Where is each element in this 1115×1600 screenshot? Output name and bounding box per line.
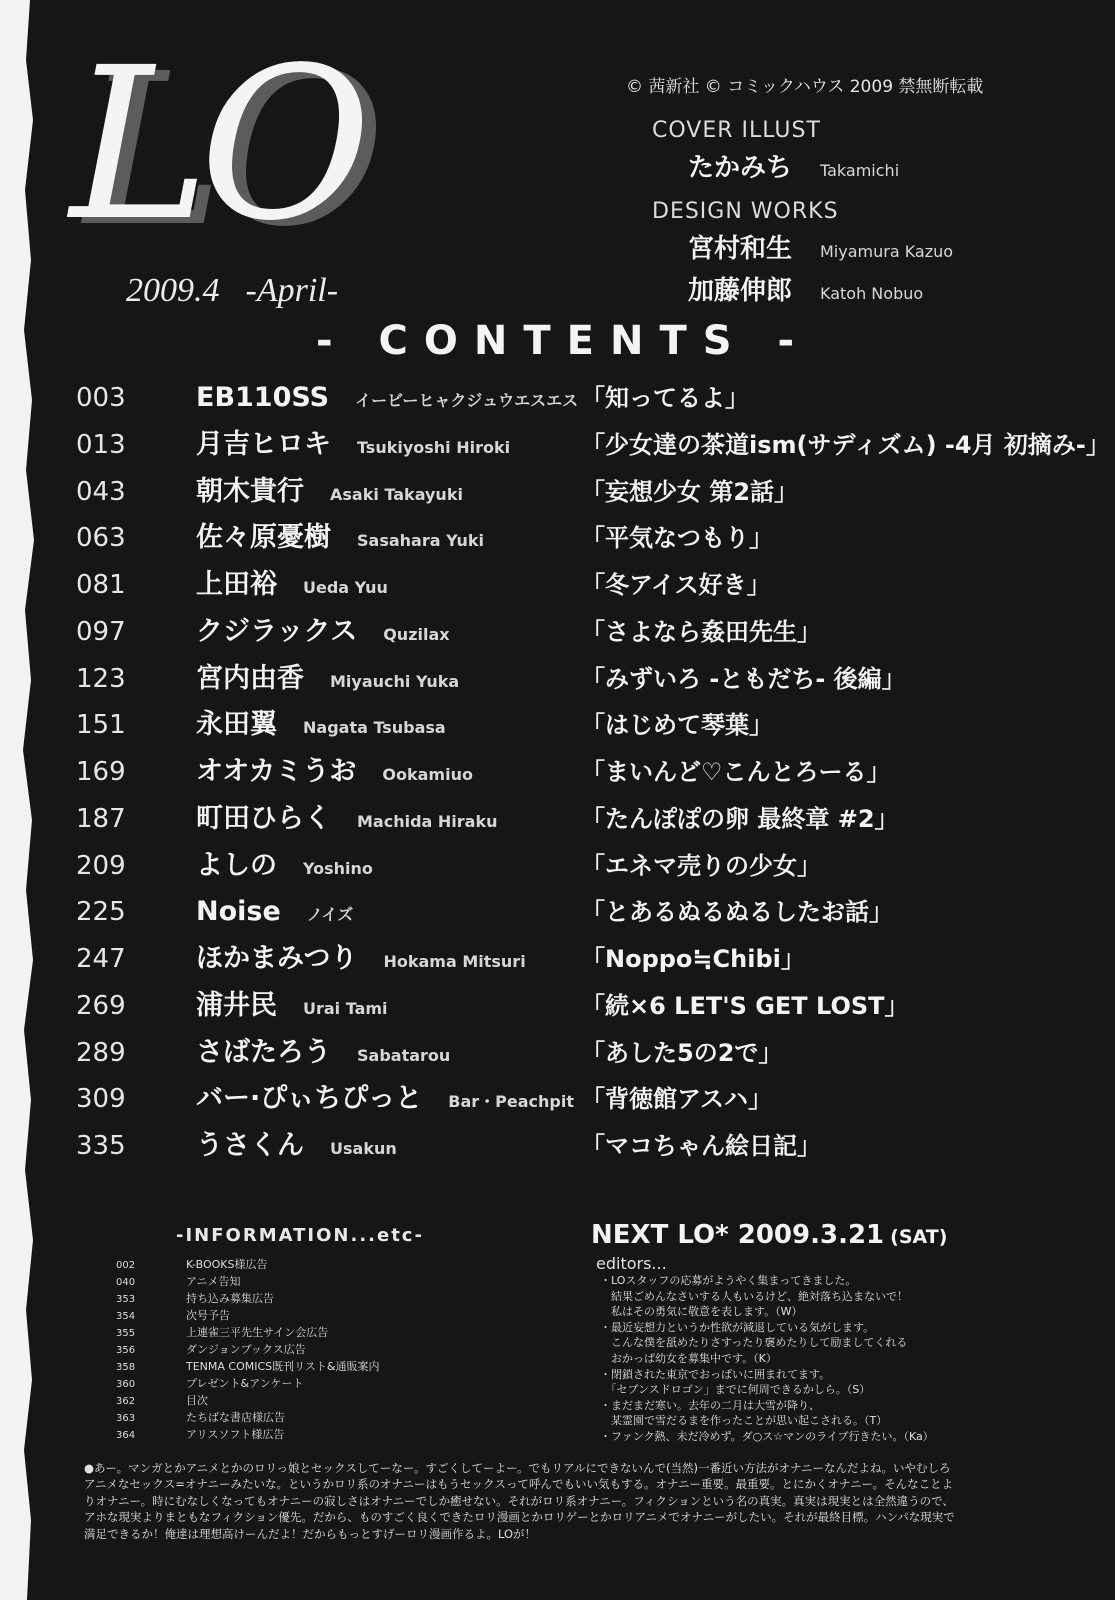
editor-comment-line: おかっぱ幼女を募集中です。（K） <box>600 1351 777 1365</box>
information-heading: -INFORMATION...etc- <box>176 1225 424 1246</box>
toc-artist-name: EB110SS <box>196 382 330 413</box>
toc-artist-name: 月吉ヒロキ <box>196 428 331 460</box>
toc-row <box>76 1130 1096 1177</box>
information-label: 上連雀三平先生サイン会広告 <box>186 1326 329 1339</box>
toc-page-number: 151 <box>76 710 126 741</box>
toc-artist-name: クジラックス <box>196 615 358 647</box>
credits <box>652 118 1092 312</box>
footer-line: アニメなセックス=オナニーみたいな。というかロリ系のオナニーはもうセックスって呼んでもいい気もする。オナニー重要。最重要。とにかくオナニー。そんなことよ <box>84 1477 954 1492</box>
toc-row <box>76 569 1096 616</box>
toc-page-number: 309 <box>76 1084 126 1115</box>
information-label: 持ち込み募集広告 <box>186 1292 274 1305</box>
information-label: TENMA COMICS既刊リスト&通販案内 <box>186 1360 380 1373</box>
toc-artist-name: 宮内由香 <box>196 662 304 694</box>
credit-name-jp: たかみち <box>687 153 792 183</box>
toc-page-number: 187 <box>76 803 126 834</box>
toc-artist <box>196 382 578 417</box>
toc-story-title: 「Noppo≒Chibi」 <box>581 945 805 973</box>
toc-artist <box>196 476 463 511</box>
toc-row <box>76 896 1096 943</box>
toc-page-number: 097 <box>76 616 126 647</box>
toc-artist-name: 上田裕 <box>196 569 277 600</box>
information-page: 002 <box>116 1260 136 1271</box>
footer-line: 満足できるか！俺達は理想高けーんだよ！だからもっとすげーロリ漫画作るよ。LOが！ <box>84 1526 537 1541</box>
toc-artist-romaji: Quzilax <box>383 624 450 644</box>
toc-artist-romaji: Machida Hiraku <box>357 811 498 831</box>
toc-artist <box>196 663 459 698</box>
toc-story-title: 「背徳館アスハ」 <box>581 1085 773 1114</box>
editor-comment-line: ・最近妄想力というか性欲が減退している気がします。 <box>600 1320 875 1334</box>
next-issue-label: NEXT LO* 2009.3.21 <box>591 1220 885 1250</box>
cover-illust-heading: COVER ILLUST <box>652 118 821 143</box>
information-item <box>116 1273 516 1290</box>
magazine-logo: LO <box>70 22 362 267</box>
toc-page-number: 013 <box>76 429 126 460</box>
toc-artist-romaji: Urai Tami <box>303 998 388 1018</box>
next-issue-day: (SAT) <box>890 1226 948 1248</box>
toc-page-number: 063 <box>76 523 126 554</box>
next-issue <box>591 1220 947 1250</box>
information-page: 363 <box>116 1413 136 1424</box>
toc-page-number: 225 <box>76 897 126 928</box>
information-label: アニメ告知 <box>186 1275 241 1288</box>
editor-comment-line: ・ファンク熱、未だ冷めず。ダ○ス☆マンのライブ行きたい。（Ka） <box>600 1429 934 1443</box>
editor-comment-line: ・LOスタッフの応募がようやく集まってきました。 <box>600 1274 857 1287</box>
toc-row <box>76 709 1096 756</box>
information-item <box>116 1324 516 1341</box>
toc-row <box>76 943 1096 990</box>
contents-heading: - CONTENTS - <box>316 318 811 364</box>
design-works-heading: DESIGN WORKS <box>652 199 839 224</box>
toc-artist <box>196 1130 397 1165</box>
toc-row <box>76 803 1096 850</box>
information-list <box>116 1256 516 1443</box>
toc-artist <box>196 1083 574 1118</box>
toc-artist-romaji: ノイズ <box>306 905 354 925</box>
toc-row <box>76 616 1096 663</box>
toc-story-title: 「とあるぬるぬるしたお話」 <box>581 898 893 927</box>
toc-artist <box>196 616 450 651</box>
toc-story-title: 「あした5の2で」 <box>581 1038 783 1067</box>
toc-artist <box>196 429 510 464</box>
editors-heading: editors... <box>596 1254 667 1273</box>
editor-comment-line: 私はその勇気に敬意を表します。（W） <box>600 1305 803 1319</box>
toc-artist <box>196 803 498 838</box>
toc-page-number: 003 <box>76 383 126 413</box>
information-label: プレゼント&アンケート <box>186 1377 304 1390</box>
toc-page-number: 169 <box>76 757 126 787</box>
information-page: 356 <box>116 1345 136 1356</box>
toc-row <box>76 663 1096 710</box>
toc-artist <box>196 896 353 931</box>
editors-notes <box>600 1273 1070 1445</box>
toc-artist-name: オオカミうお <box>196 756 357 787</box>
toc-artist-romaji: Ookamiuo <box>382 765 473 784</box>
toc-artist-name: うさくん <box>196 1130 304 1161</box>
toc-page-number: 043 <box>76 476 126 507</box>
toc-page-number: 289 <box>76 1037 126 1068</box>
copyright-notice: © 茜新社 © コミックハウス 2009 禁無断転載 <box>626 77 984 97</box>
footer-line: りオナニー。時にむなしくなってもオナニーの寂しさはオナニーでしか癒せない。それがロリ系オナニー。フィクションという名の真実。真実は現実とは全然違うので、 <box>84 1493 954 1508</box>
toc-story-title: 「まいんど♡こんとろーる」 <box>581 758 891 786</box>
toc-artist-romaji: Usakun <box>330 1139 397 1158</box>
toc-artist-name: さばたろう <box>196 1036 331 1068</box>
toc-artist <box>196 569 388 604</box>
credit-name-jp: 加藤伸郎 <box>687 276 792 306</box>
toc-row <box>76 428 1110 476</box>
toc-artist-name: よしの <box>196 849 277 881</box>
toc-row <box>76 476 1096 523</box>
information-label: 目次 <box>186 1394 208 1407</box>
toc-artist-romaji: Ueda Yuu <box>303 578 388 597</box>
editor-comment-line: ・まだまだ寒い。去年の二月は大雪が降り、 <box>600 1398 820 1412</box>
credit-name-en: Takamichi <box>820 161 900 180</box>
toc-page-number: 209 <box>76 850 126 881</box>
footer-line: アホな現実よりまともなフィクション優先。だから、ものすごく良くできたロリ漫画とかロリゲーとかロリアニメでオナニーがしたい。それが最終目標。ハンパな現実で <box>84 1510 955 1525</box>
toc-artist <box>196 1037 450 1072</box>
editor-comment-line: 結果ごめんなさいする人もいるけど、絶対落ち込まないで！ <box>600 1289 908 1303</box>
toc-story-title: 「知ってるよ」 <box>581 384 749 412</box>
toc-story-title: 「たんぽぽの卵 最終章 #2」 <box>581 804 899 833</box>
toc-story-title: 「妄想少女 第2話」 <box>581 477 799 506</box>
toc-artist-name: ほかまみつり <box>196 943 358 974</box>
toc-row <box>76 850 1096 897</box>
issue-date <box>126 272 338 310</box>
torn-edge-left <box>16 0 46 1600</box>
toc-artist-romaji: Sabatarou <box>357 1045 451 1065</box>
toc-artist-name: 佐々原憂樹 <box>196 522 331 554</box>
information-item <box>116 1307 516 1324</box>
information-item <box>116 1341 516 1358</box>
toc-story-title: 「冬アイス好き」 <box>581 571 771 599</box>
information-item <box>116 1358 516 1375</box>
toc-story-title: 「エネマ売りの少女」 <box>581 851 821 880</box>
toc-artist <box>196 709 446 744</box>
toc-artist-romaji: Hokama Mitsuri <box>383 952 526 971</box>
editor-comment-line: 某霊園で雪だるまを作ったことが思い起こされる。（T） <box>600 1414 888 1428</box>
information-label: ダンジョンブックス広告 <box>186 1343 306 1356</box>
information-page: 353 <box>116 1294 136 1305</box>
issue-month: -April- <box>245 272 339 309</box>
toc-artist <box>196 943 526 978</box>
designer <box>652 228 1092 270</box>
toc-row <box>76 990 1096 1037</box>
toc-page-number: 247 <box>76 944 126 974</box>
editor-comment-line: 「セブンスドロゴン」までに何周できるかしら。（S） <box>600 1383 871 1397</box>
toc-story-title: 「みずいろ -ともだち- 後編」 <box>581 664 906 693</box>
toc-row <box>76 1037 1096 1084</box>
toc-artist-name: Noise <box>196 896 281 928</box>
information-page: 362 <box>116 1396 136 1407</box>
footer-line: ●あー。マンガとかアニメとかのロリっ娘とセックスしてーなー。すごくしてーよー。でもリアルにできないんで(当然)一番近い方法がオナニーなんだよね。いやむしろ <box>84 1461 951 1475</box>
credit-name-en: Miyamura Kazuo <box>820 242 954 261</box>
toc-row <box>76 756 1096 803</box>
toc-artist-romaji: Asaki Takayuki <box>330 484 463 504</box>
information-page: 355 <box>116 1328 136 1339</box>
toc-artist <box>196 522 484 557</box>
toc-artist <box>196 850 373 885</box>
information-item <box>116 1392 516 1409</box>
toc-artist-romaji: Sasahara Yuki <box>357 531 485 551</box>
credit-name-en: Katoh Nobuo <box>820 284 924 303</box>
editor-comment-line: ・閉鎖された東京でおっぱいに囲まれてます。 <box>600 1367 831 1381</box>
toc-artist-romaji: Tsukiyoshi Hiroki <box>357 437 511 457</box>
information-item <box>116 1409 516 1426</box>
toc-story-title: 「はじめて琴葉」 <box>581 711 773 740</box>
toc-page-number: 123 <box>76 663 126 694</box>
toc-page-number: 335 <box>76 1131 126 1161</box>
toc-artist <box>196 990 388 1025</box>
footer-note <box>84 1460 984 1542</box>
toc-artist-romaji: Nagata Tsubasa <box>303 718 446 738</box>
toc-artist-name: 朝木貴行 <box>196 475 304 507</box>
toc-story-title: 「少女達の茶道ism(サディズム) -4月 初摘み-」 <box>581 430 1110 459</box>
information-item <box>116 1375 516 1392</box>
toc-story-title: 「続×6 LET'S GET LOST」 <box>581 991 909 1020</box>
information-page: 040 <box>116 1277 136 1288</box>
information-label: K-BOOKS様広告 <box>186 1258 268 1271</box>
toc-artist-romaji: イービーヒャクジュウエスエス <box>355 391 579 410</box>
cover-artist <box>652 147 1092 189</box>
information-page: 360 <box>116 1379 136 1390</box>
information-item <box>116 1290 516 1307</box>
information-label: たちばな書店様広告 <box>186 1411 285 1424</box>
toc-story-title: 「マコちゃん絵日記」 <box>581 1132 821 1160</box>
editor-comment-line: こんな僕を舐めたりさすったり褒めたりして励ましてくれる <box>600 1336 908 1350</box>
credit-name-jp: 宮村和生 <box>687 234 792 264</box>
toc-artist-name: 浦井民 <box>196 989 277 1021</box>
toc-row <box>76 522 1096 569</box>
information-item <box>116 1256 516 1273</box>
information-page: 354 <box>116 1311 136 1322</box>
toc-artist <box>196 756 473 791</box>
toc-artist-name: 町田ひらく <box>196 802 331 834</box>
information-page: 364 <box>116 1430 136 1441</box>
toc-artist-name: 永田翼 <box>196 709 277 741</box>
toc-page-number: 081 <box>76 570 126 600</box>
toc-artist-romaji: Yoshino <box>303 858 373 878</box>
toc-page-number: 269 <box>76 990 126 1021</box>
toc-row <box>76 382 1096 429</box>
contents-page <box>16 0 1115 1600</box>
table-of-contents <box>76 382 1110 1177</box>
toc-artist-romaji: Bar・Peachpit <box>448 1092 574 1112</box>
information-label: アリスソフト様広告 <box>186 1428 285 1441</box>
designer <box>652 270 1092 312</box>
information-label: 次号予告 <box>186 1309 230 1322</box>
toc-story-title: 「平気なつもり」 <box>581 524 773 553</box>
issue-number: 2009.4 <box>126 272 220 309</box>
toc-row <box>76 1083 1096 1130</box>
toc-artist-name: バー·ぴぃちぴっと <box>196 1083 423 1115</box>
toc-story-title: 「さよなら姦田先生」 <box>581 617 821 646</box>
information-item <box>116 1426 516 1443</box>
information-page: 358 <box>116 1362 136 1373</box>
toc-artist-romaji: Miyauchi Yuka <box>330 671 460 691</box>
